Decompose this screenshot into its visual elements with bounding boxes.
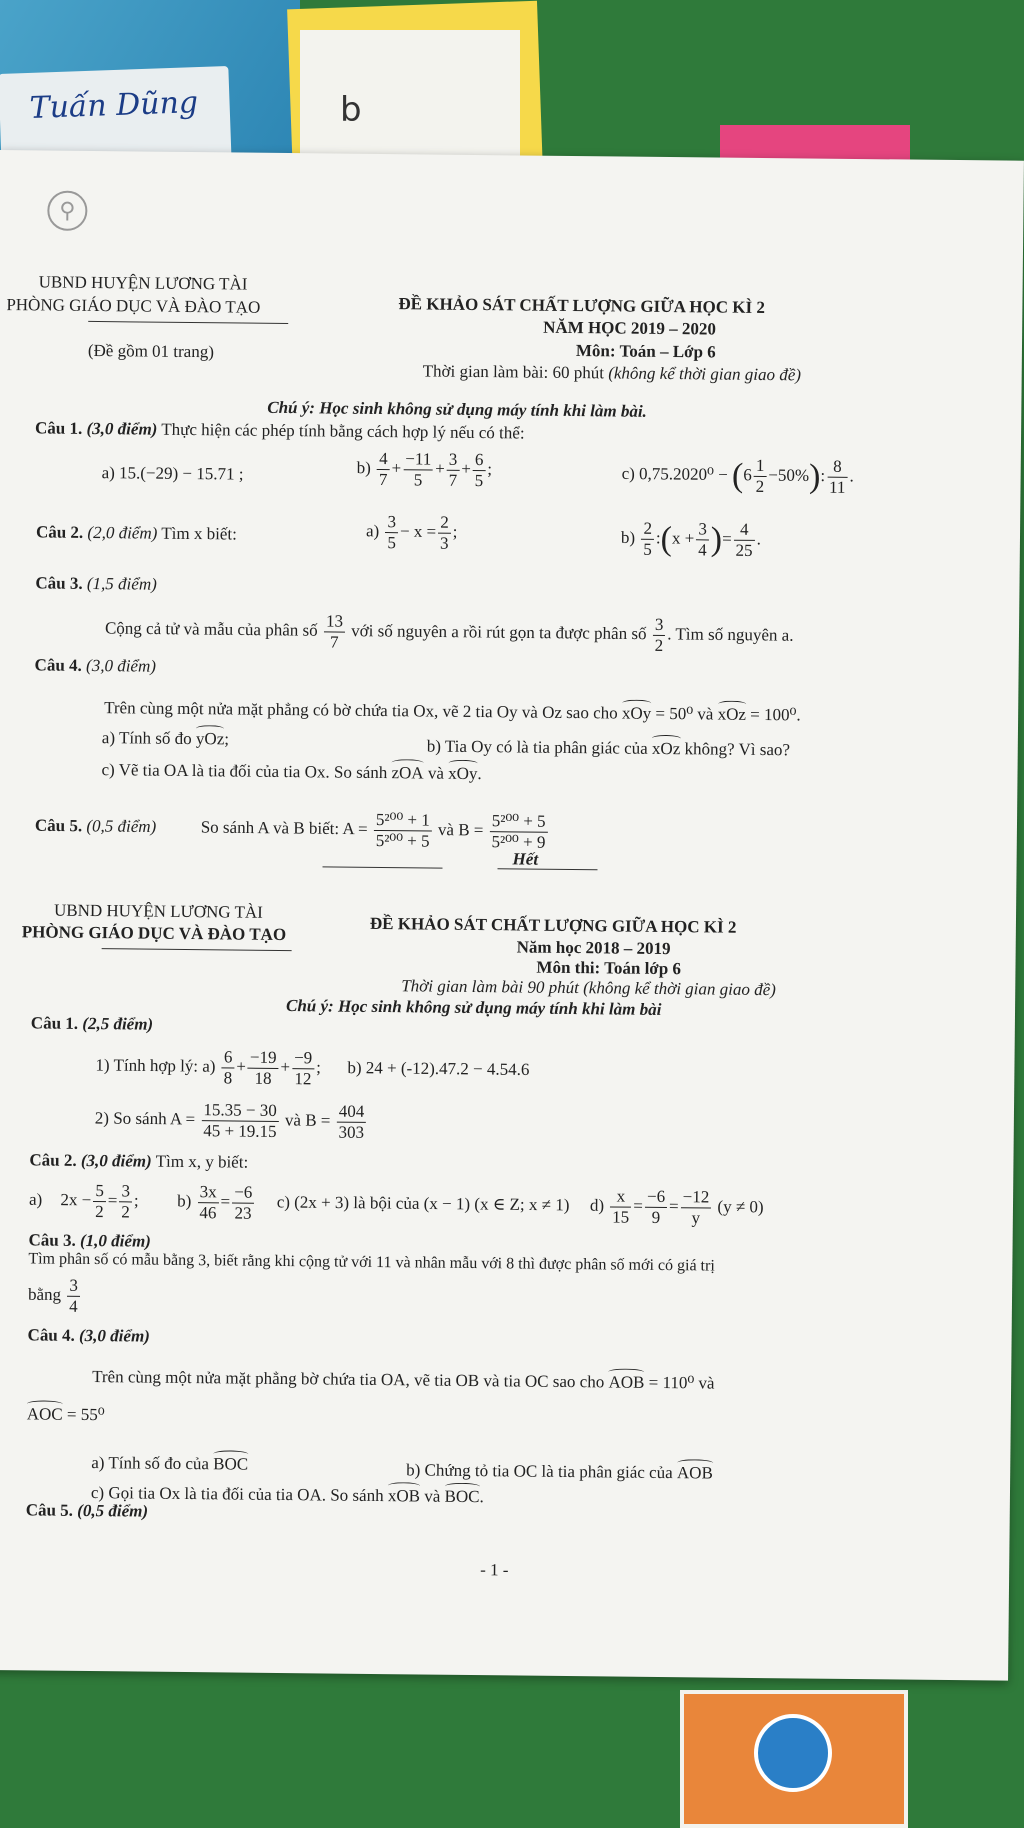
fraction: $\frac{\text{5²⁰⁰ + 5}}{\text{5²⁰⁰ + 9}}$ (491, 811, 546, 852)
fraction: $\frac{3}{2}$ (121, 1181, 131, 1222)
exam1-q2a: a) $\frac{3}{5}$ − x = $\frac{2}{3}$ ; (365, 512, 458, 553)
signature: Tuấn Dũng (29, 85, 199, 126)
exam1-q3-heading (35, 573, 157, 594)
exam1-q4-text: Trên cùng một nửa mặt phẳng có bờ chứa tia Ox, vẽ 2 tia Oy và Oz sao cho xOy = 50⁰ và xOz = 100⁰. (104, 698, 801, 725)
fraction: $\frac{6}{8}$ (223, 1047, 233, 1088)
exam1-q1-heading (35, 418, 525, 443)
exam1-q3-text (105, 609, 794, 657)
q-text: Cộng cả tử và mẫu của phân số (104, 618, 318, 640)
fraction: $\frac{4}{25}$ (733, 520, 754, 561)
q-label: Câu 2. (35, 522, 84, 542)
divider (88, 321, 288, 324)
q-text: 1) Tính hợp lý: a) (95, 1055, 216, 1076)
fraction: $\frac{-19}{18}$ (248, 1048, 279, 1089)
q-points: (3,0 điểm) (86, 418, 158, 439)
fraction: $\frac{-6}{9}$ (645, 1187, 668, 1228)
fraction: $\frac{\text{5²⁰⁰ + 1}}{\text{5²⁰⁰ + 5}}$ (375, 809, 430, 851)
q-label: Câu 4. (34, 655, 82, 675)
exam1-q2b: b) $\frac{2}{5}$ :(x + $\frac{3}{4}$ )= $\frac{4}{25}$ . (620, 518, 762, 560)
fraction: $\frac{13}{7}$ (324, 611, 345, 652)
q-text: So sánh A và B biết: A = (200, 817, 368, 839)
exam1-time (423, 361, 802, 385)
exam2-q4-heading (27, 1325, 150, 1346)
exam-paper (0, 150, 1024, 1681)
q-text: và B = (284, 1110, 331, 1130)
q-text: b) Tia Oy có là tia phân giác của (426, 736, 648, 758)
exam1-time-text: Thời gian làm bài: 60 phút (422, 361, 609, 383)
q-part-label: b) (356, 458, 371, 478)
q-text: và (424, 1486, 441, 1506)
fraction: $\frac{8}{11}$ (827, 457, 848, 498)
q-text: (y ≠ 0) (717, 1196, 764, 1217)
q-text: Tìm x, y biết: (155, 1151, 249, 1172)
exam2-q4-text: Trên cùng một nửa mặt phẳng bờ chứa tia OA, vẽ tia OB và tia OC sao cho AOB = 110⁰ và (92, 1367, 715, 1393)
fraction: $\frac{404}{303}$ (338, 1101, 365, 1142)
q-text: Trên cùng một nửa mặt phẳng bờ chứa tia OA, vẽ tia OB và tia OC sao cho (92, 1367, 605, 1392)
q-text: . Tìm số nguyên a. (667, 624, 794, 645)
exam2-note: Chú ý: Học sinh không sử dụng máy tính khi làm bài (285, 996, 662, 1019)
fraction: $\frac{-12}{y}$ (680, 1187, 711, 1228)
exam2-q4-aoc: AOC = 55⁰ (27, 1400, 105, 1425)
exam2-year: Năm học 2018 – 2019 (516, 937, 671, 959)
q-text: Trên cùng một nửa mặt phẳng có bờ chứa tia Ox, vẽ 2 tia Oy và Oz sao cho (104, 698, 618, 723)
q-points: (0,5 điểm) (86, 816, 157, 837)
fraction: $\frac{3}{2}$ (654, 614, 664, 655)
q-text: với số nguyên a rồi rút gọn ta được phân số (351, 621, 647, 644)
q-text: không? Vì sao? (684, 739, 791, 760)
q-label: Câu 5. (34, 815, 83, 836)
exam1-org-line1: UBND HUYỆN LƯƠNG TÀI (38, 272, 248, 294)
fraction: $\frac{-11}{5}$ (403, 449, 433, 490)
q-label: Câu 5. (25, 1500, 74, 1520)
q-points: (1,5 điểm) (86, 573, 157, 594)
exam2-q3-text: Tìm phân số có mẫu bằng 3, biết rằng khi cộng tử với 11 và nhân mẫu với 8 thì được phân số mới có giá trị (28, 1250, 715, 1275)
fraction: $\frac{3}{5}$ (387, 512, 397, 553)
exam1-q4b: b) Tia Oy có là tia phân giác của xOz không? Vì sao? (426, 736, 791, 760)
exam2-q3-heading (28, 1230, 151, 1251)
cartoon-face-icon (754, 1714, 832, 1792)
fraction: $\frac{3}{4}$ (69, 1275, 79, 1316)
exam1-q4a: a) Tính số đo yOz; (102, 724, 229, 749)
q-text: Tìm x biết: (161, 523, 237, 544)
q-part-label: c) 0,75.2020⁰ − (621, 463, 728, 485)
fraction: $\frac{5}{2}$ (95, 1181, 105, 1222)
q-label: Câu 2. (29, 1150, 77, 1170)
q-label: Câu 4. (27, 1325, 75, 1345)
fraction: $\frac{-9}{12}$ (292, 1048, 315, 1089)
exam1-year: NĂM HỌC 2019 – 2020 (543, 317, 717, 339)
exam2-q4b: b) Chứng tỏ tia OC là tia phân giác của AOB (406, 1460, 713, 1483)
q-points: (1,0 điểm) (79, 1230, 151, 1251)
exam2-q4a: a) Tính số đo của BOC (91, 1449, 248, 1475)
background-card (680, 1690, 908, 1828)
exam2-q1-heading (31, 1013, 154, 1034)
exam1-org-line2: PHÒNG GIÁO DỤC VÀ ĐÀO TẠO (6, 295, 261, 317)
exam2-q2-heading (29, 1150, 248, 1172)
exam1-title: ĐỀ KHẢO SÁT CHẤT LƯỢNG GIỮA HỌC KÌ 2 (398, 294, 765, 318)
exam1-note: Chú ý: Học sinh không sử dụng máy tính khi làm bài. (267, 397, 647, 421)
fraction: $\frac{2}{3}$ (439, 512, 449, 553)
exam1-q5 (35, 806, 550, 852)
q-points: (3,0 điểm) (80, 1150, 152, 1171)
exam2-q5-heading (26, 1500, 149, 1521)
q-text: b) 24 + (-12).47.2 − 4.54.6 (347, 1058, 530, 1080)
fraction: $\frac{1}{2}$ (755, 455, 765, 497)
exam1-end: Hết (512, 849, 539, 869)
exam1-time-note: (không kể thời gian giao đề) (608, 363, 802, 385)
fraction: $\frac{2}{5}$ (643, 518, 653, 559)
pin-icon: ⚲ (47, 191, 87, 231)
fraction: $\frac{x}{15}$ (610, 1186, 631, 1227)
q-points: (2,5 điểm) (82, 1013, 154, 1034)
fraction: $\frac{15.35 - 30}{45 + 19.15}$ (203, 1100, 277, 1141)
exam2-title: ĐỀ KHẢO SÁT CHẤT LƯỢNG GIỮA HỌC KÌ 2 (369, 913, 737, 937)
q-text: Thực hiện các phép tính bằng cách hợp lý nếu có thể: (161, 419, 525, 443)
exam2-time: Thời gian làm bài 90 phút (không kể thời gian giao đề) (401, 976, 776, 1000)
exam1-q1a: a) 15.(−29) − 15.71 ; (101, 463, 244, 484)
q-text: c) Gọi tia Ox là tia đối của tia OA. So sánh (90, 1483, 384, 1506)
exam2-org-line2: PHÒNG GIÁO DỤC VÀ ĐÀO TẠO (21, 922, 287, 945)
exam2-subject: Môn thi: Toán lớp 6 (536, 957, 682, 979)
exam1-q4c: c) Vẽ tia OA là tia đối của tia Ox. So sánh zOA và xOy. (101, 760, 482, 784)
exam2-q4c: c) Gọi tia Ox là tia đối của tia OA. So sánh xOB và BOC. (90, 1483, 484, 1507)
q-text: c) Vẽ tia OA là tia đối của tia Ox. So sánh (101, 760, 388, 783)
fraction: $\frac{4}{7}$ (378, 448, 388, 490)
exam1-q4-heading (35, 655, 157, 676)
exam1-q1c: c) 0,75.2020⁰ − (6 $\frac{1}{2}$ −50%): $\frac{8}{11}$ . (621, 455, 854, 497)
q-text: c) (2x + 3) là bội của (x − 1) (x ∈ Z; x ≠ 1) (276, 1192, 570, 1215)
exam1-subject: Môn: Toán – Lớp 6 (575, 341, 716, 362)
q-points: (3,0 điểm) (85, 655, 157, 676)
divider (323, 866, 443, 868)
q-text: bằng (27, 1284, 62, 1305)
q-label: Câu 3. (28, 1230, 76, 1250)
note-letter: b (340, 90, 362, 130)
fraction: $\frac{6}{5}$ (474, 449, 484, 491)
q-points: (2,0 điểm) (87, 522, 158, 543)
fraction: $\frac{3}{4}$ (698, 519, 707, 560)
q-label: Câu 1. (30, 1013, 79, 1033)
exam2-q1-2 (95, 1099, 369, 1143)
exam1-pages: (Đề gồm 01 trang) (87, 340, 215, 362)
exam2-q1-1: 1) Tính hợp lý: a) $\frac{6}{8}$ + $\frac{-19}{18}$ + $\frac{-9}{12}$ ; b) 24 + (-12).47.2 − 4.54.6 (95, 1047, 530, 1089)
exam2-q2-parts: a) 2x − $\frac{5}{2}$ = $\frac{3}{2}$ ; b) $\frac{3x}{46}$ = $\frac{-6}{23}$ c) (2x + 3) là bội của (x − 1) (x ∈ Z; x ≠ 1) d) $\frac{x}{15}$ = $\frac{-6}{9}$ = $\frac{-12}{y}$ (y ≠ 0) (28, 1181, 764, 1228)
q-label: Câu 3. (35, 573, 83, 593)
exam2-q3-text2 (28, 1275, 82, 1317)
divider (102, 948, 292, 951)
q-points: (3,0 điểm) (78, 1325, 150, 1346)
q-points: (0,5 điểm) (77, 1500, 149, 1521)
q-text: b) Chứng tỏ tia OC là tia phân giác của (406, 1460, 673, 1483)
exam1-q1b: b) $\frac{4}{7}$ + $\frac{-11}{5}$ + $\frac{3}{7}$ + $\frac{6}{5}$ ; (356, 448, 493, 491)
q-text: a) Tính số đo (101, 728, 192, 749)
q-text: 2) So sánh A = (94, 1108, 196, 1129)
fraction: $\frac{3x}{46}$ (199, 1182, 217, 1223)
background-white-paper (300, 30, 520, 170)
exam1-q2-heading (36, 522, 237, 544)
exam2-org-line1: UBND HUYỆN LƯƠNG TÀI (53, 900, 263, 922)
page-number: - 1 - (480, 1560, 509, 1580)
q-text: và B = (437, 820, 484, 840)
fraction: $\frac{-6}{23}$ (232, 1182, 255, 1223)
q-label: Câu 1. (34, 418, 83, 438)
q-text: a) Tính số đo của (91, 1453, 210, 1474)
fraction: $\frac{3}{7}$ (448, 449, 458, 490)
